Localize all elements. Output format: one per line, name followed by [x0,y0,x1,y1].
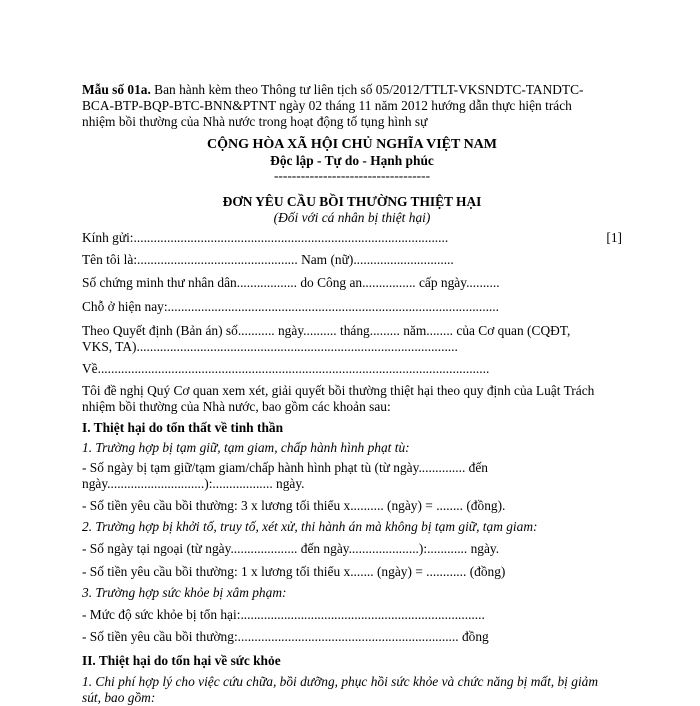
case-2-amount: - Số tiền yêu cầu bồi thường: 1 x lương tối thiểu x....... (ngày) = ............ (đồng) [82,564,506,579]
section-1-case-1: 1. Trường hợp bị tạm giữ, tạm giam, chấp hành hình phạt tù: [82,440,410,455]
form-title: ĐƠN YÊU CẦU BỒI THƯỜNG THIỆT HẠI [222,194,482,209]
section-2-heading: II. Thiệt hại do tổn hại về sức khỏe [82,653,281,668]
section-1-case-3: 3. Trường hợp sức khỏe bị xâm phạm: [82,585,287,600]
decision-field-line-1: Theo Quyết định (Bản án) số........... ngày.......... tháng......... năm........ của Cơ quan (CQĐT, [82,323,571,338]
intro-line-1: Tôi đề nghị Quý Cơ quan xem xét, giải quyết bồi thường thiệt hại theo quy định của Luật Trách [82,383,595,398]
case-3-health-level: - Mức độ sức khỏe bị tổn hại:......................................................................... [82,607,485,622]
regarding-field: Về..................................................................................................................... [82,361,490,376]
form-issuance-note [82,82,622,98]
case-1-days-line-1: - Số ngày bị tạm giữ/tạm giam/chấp hành hình phạt tù (từ ngày.............. đến [82,460,488,475]
decision-field-line-2: VKS, TA)................................................................................................ [82,339,458,354]
section-1-heading: I. Thiệt hại do tổn thất về tinh thần [82,420,284,435]
section-2-item-1-line-2: sút, bao gồm: [82,690,156,705]
recipient-field: Kính gửi:.............................................................................................. [82,230,449,245]
applicant-name-field: Tên tôi là:................................................ Nam (nữ).............................. [82,252,454,267]
section-1-case-2: 2. Trường hợp bị khởi tố, truy tố, xét xử, thi hành án mà không bị tạm giữ, tạm giam: [82,519,538,534]
section-2-item-1-line-1: 1. Chi phí hợp lý cho việc cứu chữa, bồi dưỡng, phục hồi sức khỏe và chức năng bị mất, bị giảm [82,674,599,689]
recipient-footnote-ref: [1] [606,230,622,245]
current-address-field: Chỗ ở hiện nay:................................................................................................... [82,299,499,314]
case-3-amount: - Số tiền yêu cầu bồi thường:.................................................................. đồng [82,629,489,644]
recipient-line [82,230,622,246]
intro-line-2: nhiệm bồi thường của Nhà nước, bao gồm các khoản sau: [82,399,391,414]
id-card-field: Số chứng minh thư nhân dân.................. do Công an................ cấp ngày.......... [82,275,500,290]
header-divider: ----------------------------------- [273,168,431,183]
case-1-amount: - Số tiền yêu cầu bồi thường: 3 x lương tối thiểu x.......... (ngày) = ........ (đồng). [82,498,506,513]
case-2-days: - Số ngày tại ngoại (từ ngày.................... đến ngày.....................):............ ngày. [82,541,500,556]
national-title: CỘNG HÒA XÃ HỘI CHỦ NGHĨA VIỆT NAM [206,137,497,152]
case-1-days-line-2: ngày.............................):.................. ngày. [82,476,305,491]
document-page [82,82,622,706]
national-motto: Độc lập - Tự do - Hạnh phúc [270,153,434,168]
issuance-text-line-1: Ban hành kèm theo Thông tư liên tịch số 05/2012/TTLT-VKSNDTC-TANDTC- [150,82,584,97]
form-number: Mẫu số 01a. [82,82,151,97]
form-subtitle: (Đối với cá nhân bị thiệt hại) [273,210,431,225]
issuance-text-line-2: BCA-BTP-BQP-BTC-BNN&PTNT ngày 02 tháng 11 năm 2012 hướng dẫn thực hiện trách [82,98,572,113]
issuance-text-line-3: nhiệm bồi thường của Nhà nước trong hoạt động tố tụng hình sự [82,114,428,129]
